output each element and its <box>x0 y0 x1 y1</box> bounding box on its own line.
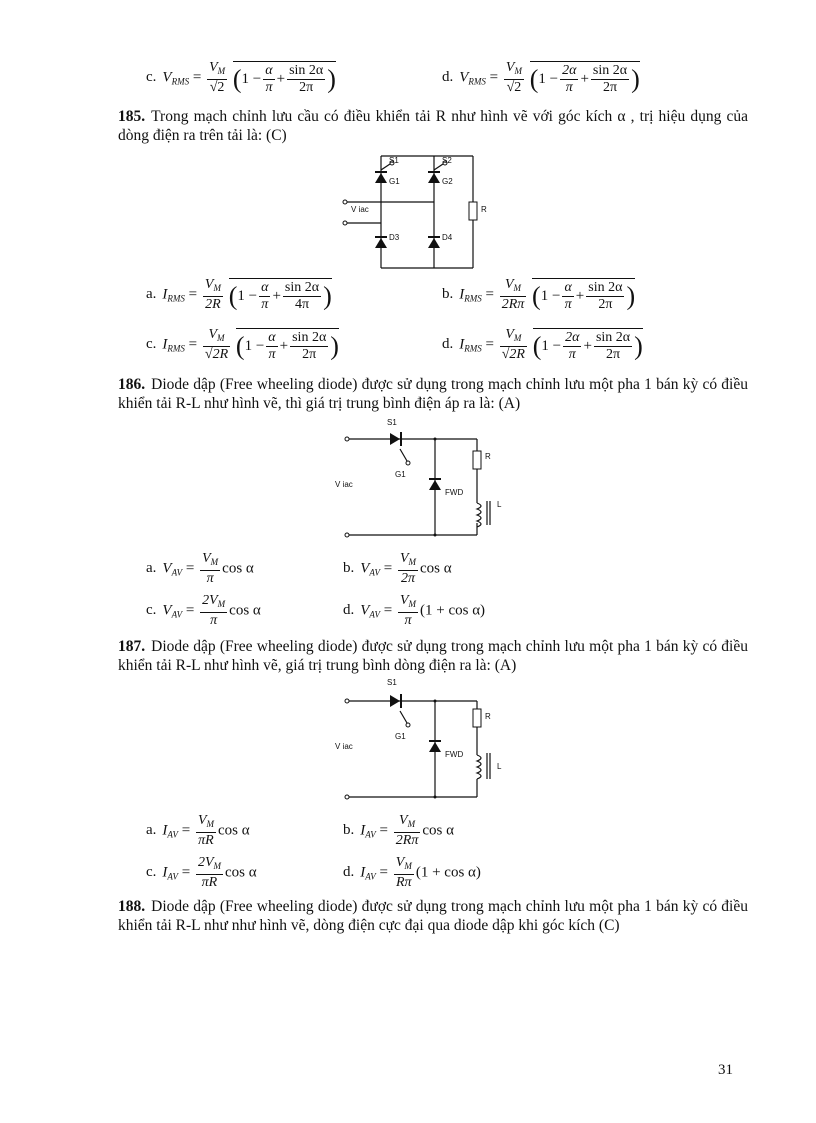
freewheel-circuit-diagram-187 <box>335 675 520 805</box>
question-186: 186. Diode dập (Free wheeling diode) được sử dụng trong mạch chỉnh lưu một pha 1 bán kỳ có điều khiển tải R-L như hình vẽ, thì giá trị trung bình điện áp ra là: (A) <box>118 376 748 412</box>
option-187-b: b. $I_{AV}$ = $\frac{V_M}{2R\pi}$ cos α <box>343 813 454 848</box>
question-number: 185. <box>118 108 146 125</box>
thyristor-s2 <box>428 173 440 183</box>
option-185-d: d. $I_{RMS}$ = $\frac{V_M}{√2R}$ (1 − $\frac{2\alpha}{\pi}$ + $\frac{\sin 2\alpha}{2\pi}$ ) <box>442 327 643 362</box>
svg-text:L: L <box>497 500 502 509</box>
option-label: c. <box>146 69 157 86</box>
svg-text:FWD: FWD <box>445 488 464 497</box>
svg-text:R: R <box>485 712 491 721</box>
resistor-r <box>473 451 481 469</box>
thyristor-s1 <box>390 695 400 707</box>
question-188: 188. Diode dập (Free wheeling diode) được sử dụng trong mạch chỉnh lưu một pha 1 bán kỳ có điều khiển tải R-L như như hình vẽ, dòng điện cực đại qua diode dập khi góc kích (C) <box>118 898 748 934</box>
diode-d3 <box>375 238 387 248</box>
svg-text:G1: G1 <box>395 732 406 741</box>
freewheel-circuit-diagram-186 <box>335 413 520 543</box>
svg-text:V iac: V iac <box>335 742 353 751</box>
option-184-c: c. $V_{RMS}$ = $\frac{V_M}{√2}$ (1 − $\frac{\alpha}{\pi}$ + $\frac{\sin 2\alpha}{2\pi}$ ) <box>146 60 336 95</box>
svg-text:D4: D4 <box>442 233 453 242</box>
option-186-c: c. $V_{AV}$ = $\frac{2V_M}{\pi}$ cos α <box>146 593 261 628</box>
question-187: 187. Diode dập (Free wheeling diode) được sử dụng trong mạch chỉnh lưu một pha 1 bán kỳ có điều khiển tải R-L như hình vẽ, giá trị trung bình dòng điện ra là: (A) <box>118 638 748 674</box>
option-187-d: d. $I_{AV}$ = $\frac{V_M}{R\pi}$ (1 + cos α) <box>343 855 481 890</box>
radical: (1 − $\frac{2\alpha}{\pi}$ + $\frac{\sin 2\alpha}{2\pi}$ ) <box>529 62 640 95</box>
svg-text:S1: S1 <box>387 418 397 427</box>
diode-d4 <box>428 238 440 248</box>
thyristor-s1 <box>375 173 387 183</box>
svg-text:V iac: V iac <box>335 480 353 489</box>
svg-text:S2: S2 <box>442 156 452 165</box>
option-187-c: c. $I_{AV}$ = $\frac{2V_M}{\pi R}$ cos α <box>146 855 257 890</box>
radical: (1 − $\frac{\alpha}{\pi}$ + $\frac{\sin 2\alpha}{2\pi}$ ) <box>232 62 336 95</box>
option-185-a: a. $I_{RMS}$ = $\frac{V_M}{2R}$ (1 − $\frac{\alpha}{\pi}$ + $\frac{\sin 2\alpha}{4\pi}$ ) <box>146 277 332 312</box>
fraction: $\frac{V_M}{√2}$ <box>505 60 522 95</box>
option-185-b: b. $I_{RMS}$ = $\frac{V_M}{2R\pi}$ (1 − $\frac{\alpha}{\pi}$ + $\frac{\sin 2\alpha}{2\pi}$ ) <box>442 277 636 312</box>
question-text: Trong mạch chỉnh lưu cầu có điều khiển tải R như hình vẽ với góc kích α , trị hiệu dụng của dòng điện ra trên tải là: (C) <box>118 108 748 144</box>
option-184-d: d. $V_{RMS}$ = $\frac{V_M}{√2}$ (1 − $\frac{2\alpha}{\pi}$ + $\frac{\sin 2\alpha}{2\pi}$ ) <box>442 60 640 95</box>
svg-text:R: R <box>481 205 487 214</box>
question-185 <box>118 107 748 145</box>
svg-text:FWD: FWD <box>445 750 464 759</box>
option-187-a: a. $I_{AV}$ = $\frac{V_M}{\pi R}$ cos α <box>146 813 250 848</box>
fraction: $\frac{V_M}{√2}$ <box>209 60 226 95</box>
svg-text:S1: S1 <box>387 678 397 687</box>
option-185-c: c. $I_{RMS}$ = $\frac{V_M}{√2R}$ (1 − $\frac{\alpha}{\pi}$ + $\frac{\sin 2\alpha}{2\pi}$ ) <box>146 327 339 362</box>
fwd-diode <box>429 480 441 490</box>
page-number: 31 <box>718 1062 733 1078</box>
resistor-r <box>469 202 477 220</box>
option-186-a: a. $V_{AV}$ = $\frac{V_M}{\pi}$ cos α <box>146 551 254 586</box>
svg-text:G1: G1 <box>395 470 406 479</box>
fwd-diode <box>429 742 441 752</box>
svg-text:R: R <box>485 452 491 461</box>
option-186-d: d. $V_{AV}$ = $\frac{V_M}{\pi}$ (1 + cos α) <box>343 593 486 628</box>
svg-text:D3: D3 <box>389 233 400 242</box>
svg-text:G1: G1 <box>389 177 400 186</box>
option-186-b: b. $V_{AV}$ = $\frac{V_M}{2\pi}$ cos α <box>343 551 452 586</box>
resistor-r <box>473 709 481 727</box>
thyristor-s1 <box>390 433 400 445</box>
svg-text:G2: G2 <box>442 177 453 186</box>
svg-text:V iac: V iac <box>351 205 369 214</box>
bridge-circuit-diagram <box>335 150 505 275</box>
option-label: d. <box>442 69 454 86</box>
svg-text:L: L <box>497 762 502 771</box>
svg-text:S1: S1 <box>389 156 399 165</box>
